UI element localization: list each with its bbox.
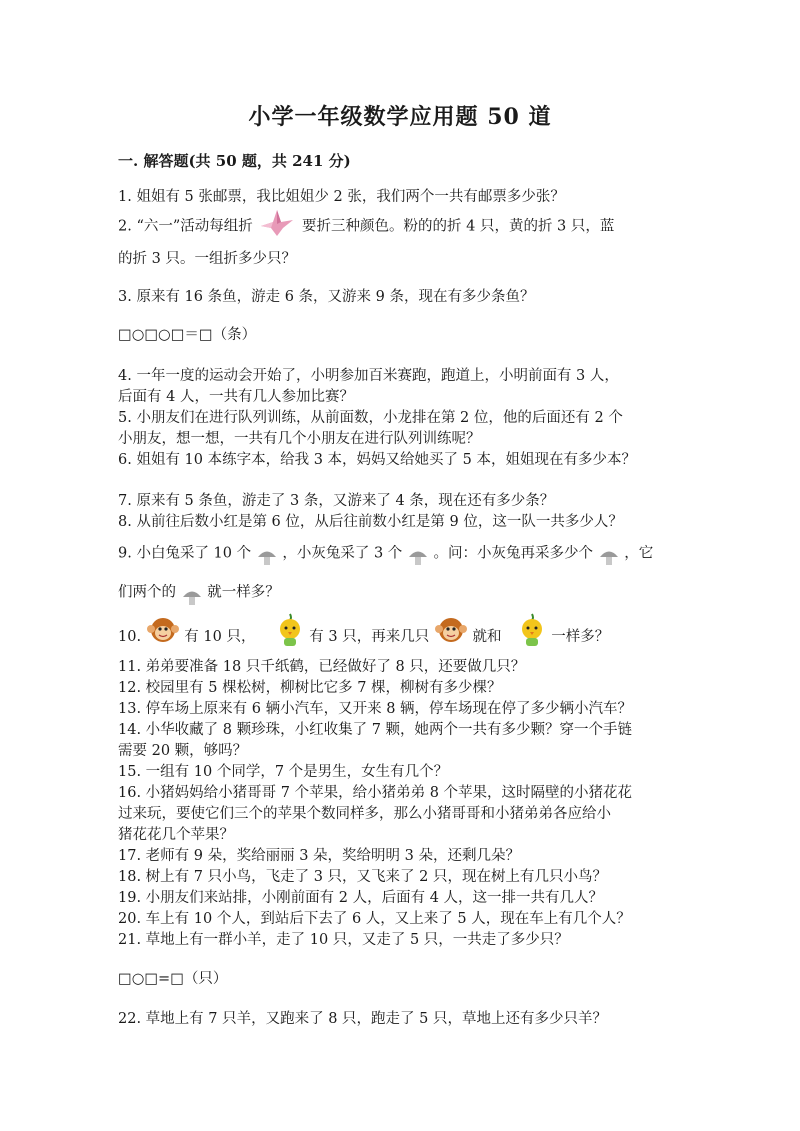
question-18: 18. 树上有 7 只小鸟，飞走了 3 只，又飞来了 2 只，现在树上有几只小鸟？: [118, 869, 607, 885]
question-10-text-a: 10.: [118, 629, 142, 645]
question-22: 22. 草地上有 7 只羊，又跑来了 8 只，跑走了 5 只，草地上还有多少只羊？: [118, 1011, 607, 1027]
question-21-formula: □○□=□（只）: [118, 971, 228, 987]
question-16-line-2: 过来玩，要使它们三个的苹果个数同样多，那么小猪哥哥和小猪弟弟各应给小: [118, 806, 611, 822]
question-14-line-2: 需要 20 颗，够吗？: [118, 743, 248, 759]
paper-crane-icon: [257, 208, 297, 245]
question-19: 19. 小朋友们来站排，小刚前面有 2 人，后面有 4 人，这一排一共有几人？: [118, 890, 604, 906]
question-5-line-2: 小朋友，想一想，一共有几个小朋友在进行队列训练呢？: [118, 431, 481, 447]
question-2-line-2: 的折 3 只。一组折多少只？: [118, 251, 296, 267]
question-10-text-c: 有 3 只，再来几只: [309, 629, 430, 645]
question-20: 20. 车上有 10 个人，到站后下去了 6 人，又上来了 5 人，现在车上有几个人？: [118, 911, 631, 927]
question-9-text-f: 就一样多？: [207, 584, 280, 601]
question-7: 7. 原来有 5 条鱼，游走了 3 条，又游来了 4 条，现在还有多少条？: [118, 493, 555, 509]
question-4-line-2: 后面有 4 人，一共有几人参加比赛？: [118, 389, 354, 405]
monkey-icon: [434, 612, 468, 662]
question-2-text-a: 2. “六一”活动每组折: [118, 218, 253, 235]
mushroom-icon: [407, 546, 429, 575]
question-4-line-1: 4. 一年一度的运动会开始了，小明参加百米赛跑，跑道上，小明前面有 3 人，: [118, 368, 619, 384]
document-title: 小学一年级数学应用题 50 道: [248, 104, 552, 130]
question-11: 11. 弟弟要准备 18 只千纸鹤，已经做好了 8 只，还要做几只？: [118, 659, 526, 675]
question-9-text-e: 们两个的: [118, 584, 176, 601]
section-heading: 一. 解答题(共 50 题，共 241 分): [118, 152, 351, 170]
question-14-line-1: 14. 小华收藏了 8 颗珍珠，小红收集了 7 颗，她两个一共有多少颗？穿一个手链: [118, 722, 633, 738]
question-10-text-e: 一样多？: [551, 629, 610, 645]
question-21: 21. 草地上有一群小羊，走了 10 只，又走了 5 只，一共走了多少只？: [118, 932, 569, 948]
question-6: 6. 姐姐有 10 本练字本，给我 3 本，妈妈又给她买了 5 本，姐姐现在有多少本？: [118, 452, 636, 468]
yellow-chick-icon: [517, 612, 547, 662]
question-9-line-2: [118, 570, 280, 615]
yellow-chick-icon: [275, 612, 305, 662]
question-9-text-b: ，小灰兔采了 3 个: [282, 545, 403, 562]
question-2-text-b: 要折三种颜色。粉的的折 4 只，黄的折 3 只，蓝: [302, 218, 615, 235]
question-5-line-1: 5. 小朋友们在进行队列训练，从前面数，小龙排在第 2 位，他的后面还有 2 个: [118, 410, 623, 426]
question-17: 17. 老师有 9 朵，奖给丽丽 3 朵，奖给明明 3 朵，还剩几朵？: [118, 848, 520, 864]
question-13: 13. 停车场上原来有 6 辆小汽车，又开来 8 辆，停车场现在停了多少辆小汽车？: [118, 701, 633, 717]
question-2-line-1: [118, 208, 614, 245]
question-10-text-b: 有 10 只，: [184, 629, 256, 645]
question-9-text-a: 9. 小白兔采了 10 个: [118, 545, 252, 562]
mushroom-icon: [181, 586, 203, 615]
question-8: 8. 从前往后数小红是第 6 位，从后往前数小红是第 9 位，这一队一共多少人？: [118, 514, 623, 530]
monkey-icon: [146, 612, 180, 662]
mushroom-icon: [598, 546, 620, 575]
question-9-text-c: 。问：小灰兔再采多少个: [433, 545, 594, 562]
question-3-formula: □○□○□＝□（条）: [118, 327, 257, 343]
question-3: 3. 原来有 16 条鱼，游走 6 条，又游来 9 条，现在有多少条鱼？: [118, 289, 535, 305]
question-9-line-1: [118, 532, 653, 575]
question-12: 12. 校园里有 5 棵松树，柳树比它多 7 棵，柳树有多少棵？: [118, 680, 502, 696]
question-1: 1. 姐姐有 5 张邮票，我比姐姐少 2 张，我们两个一共有邮票多少张？: [118, 189, 565, 205]
question-16-line-1: 16. 小猪妈妈给小猪哥哥 7 个苹果，给小猪弟弟 8 个苹果，这时隔壁的小猪花花: [118, 785, 633, 801]
question-10: [118, 612, 609, 662]
question-10-text-d: 就和: [472, 629, 502, 645]
question-16-line-3: 猪花花几个苹果？: [118, 827, 234, 843]
question-9-text-d: ，它: [624, 545, 654, 562]
question-15: 15. 一组有 10 个同学，7 个是男生，女生有几个？: [118, 764, 449, 780]
